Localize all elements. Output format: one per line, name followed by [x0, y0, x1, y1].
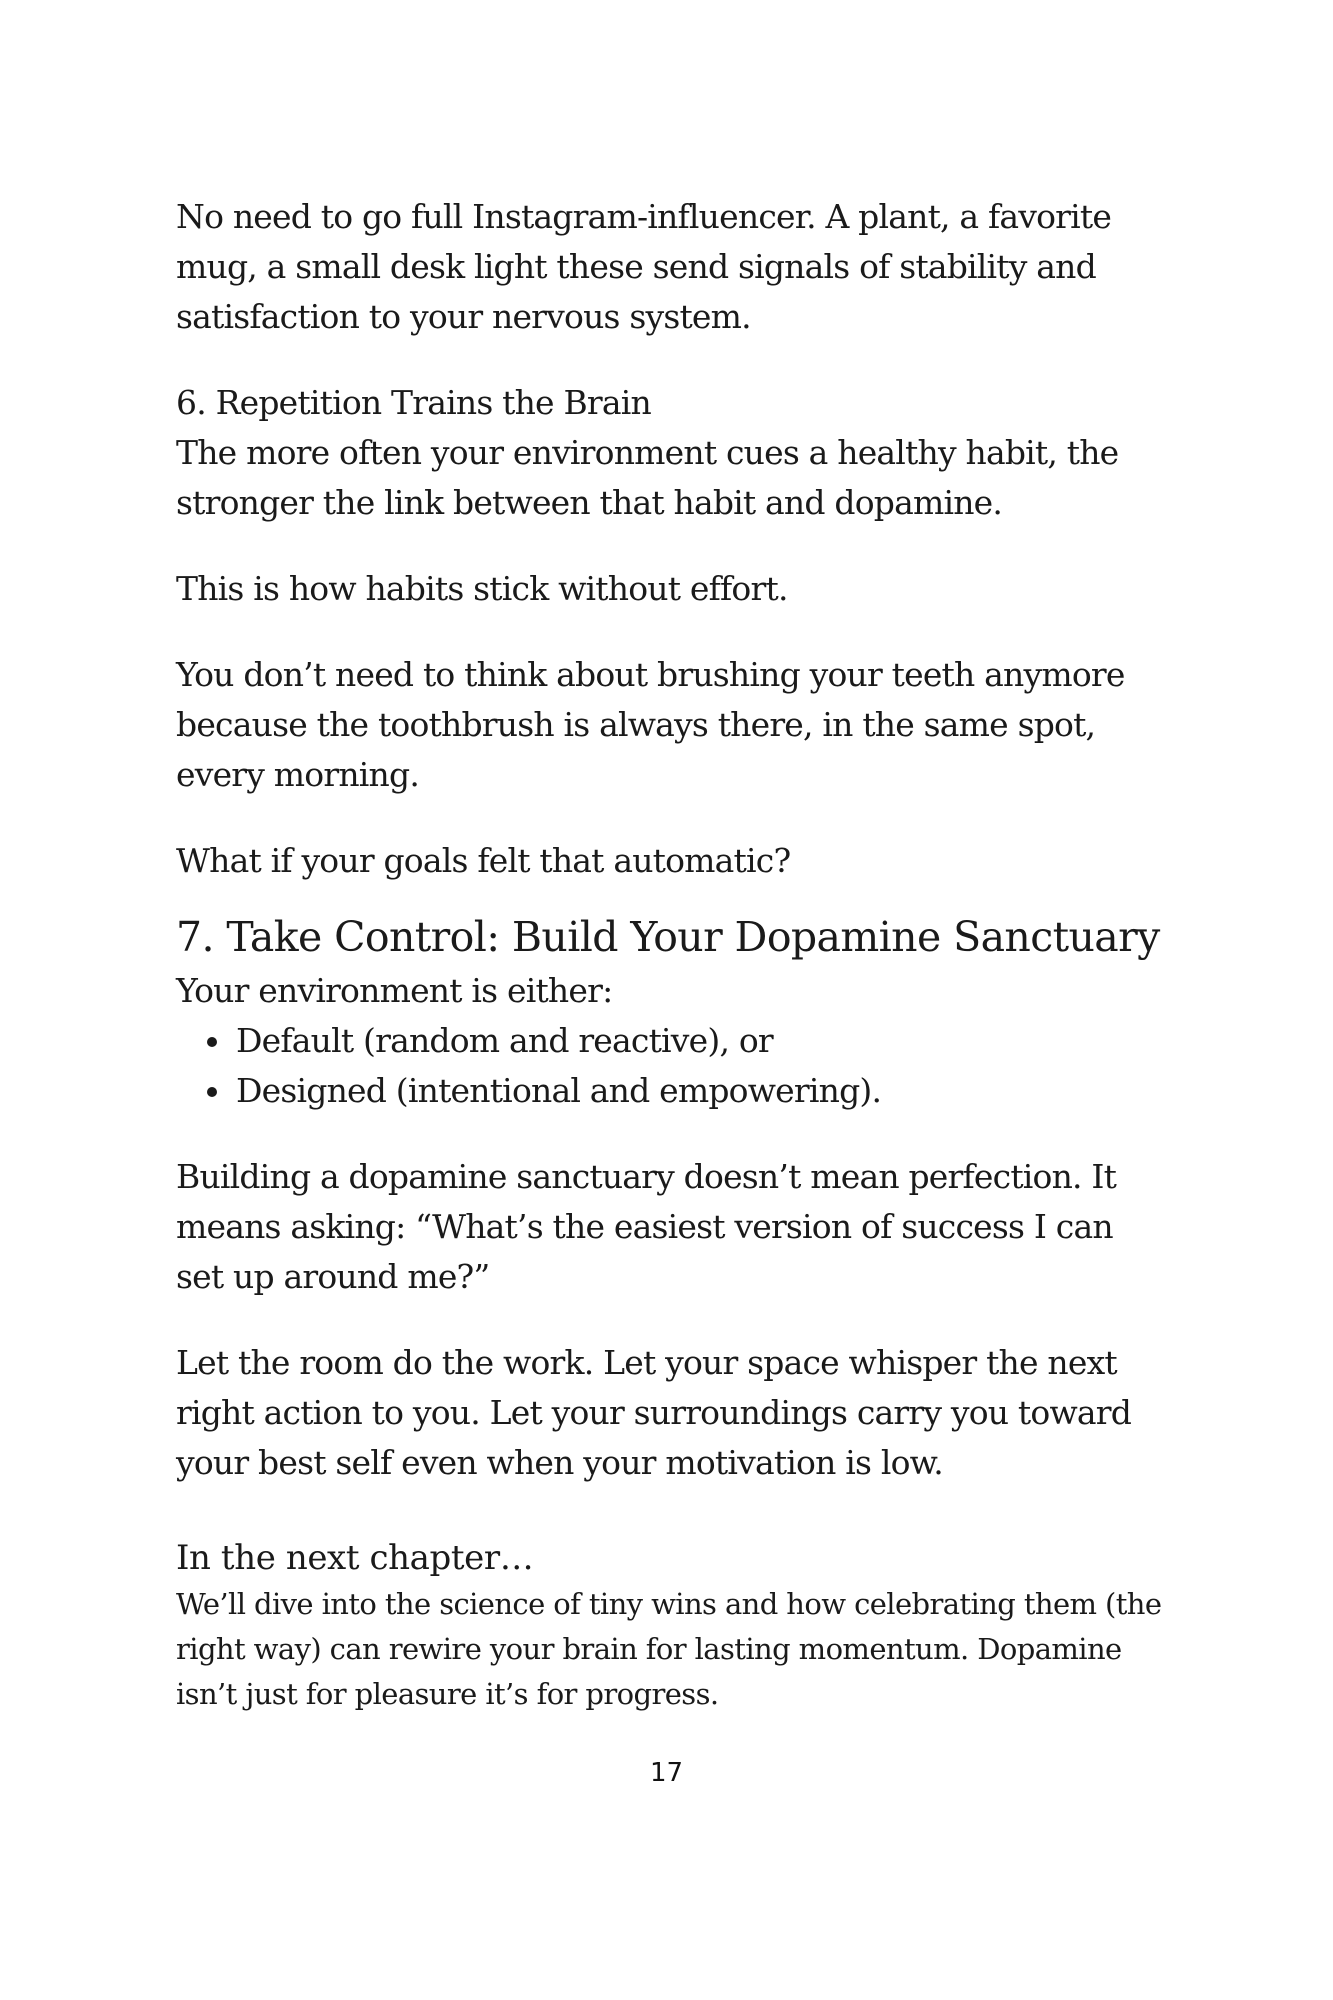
- page-number: 17: [649, 1758, 684, 1788]
- next-chapter-body: We’ll dive into the science of tiny wins and how celebrating them (the right way) can rewire your brain for lasting momentum. Dopamine isn’t just for pleasure it’s for progress.: [176, 1587, 1162, 1711]
- environment-list: [176, 1016, 1166, 1116]
- paragraph-sanctuary: Building a dopamine sanctuary doesn’t mean perfection. It means asking: “What’s the easiest version of success I can set up around me?”: [176, 1157, 1117, 1296]
- section-6-body: The more often your environment cues a healthy habit, the stronger the link between that habit and dopamine.: [176, 433, 1119, 522]
- section-6-title: 6. Repetition Trains the Brain: [176, 383, 651, 422]
- paragraph-decor: No need to go full Instagram-influencer. A plant, a favorite mug, a small desk light these send signals of stability and satisfaction to your nervous system.: [176, 197, 1112, 336]
- list-item: • Designed (intentional and empowering).: [234, 1066, 1166, 1116]
- paragraph-toothbrush: You don’t need to think about brushing your teeth anymore because the toothbrush is always there, in the same spot, every morning.: [176, 655, 1125, 794]
- paragraph-goals-question: What if your goals felt that automatic?: [176, 841, 791, 880]
- list-item: • Default (random and reactive), or: [234, 1016, 1166, 1066]
- section-7-heading: 7. Take Control: Build Your Dopamine Sanctuary: [176, 913, 1160, 961]
- section-7-intro: Your environment is either:: [176, 971, 613, 1010]
- next-chapter-heading: In the next chapter…: [176, 1538, 534, 1578]
- paragraph-room-work: Let the room do the work. Let your space whisper the next right action to you. Let your surroundings carry you toward your best self even when your motivation is low.: [176, 1343, 1132, 1482]
- paragraph-habits-stick: This is how habits stick without effort.: [176, 569, 788, 608]
- page-content: [176, 192, 1166, 1717]
